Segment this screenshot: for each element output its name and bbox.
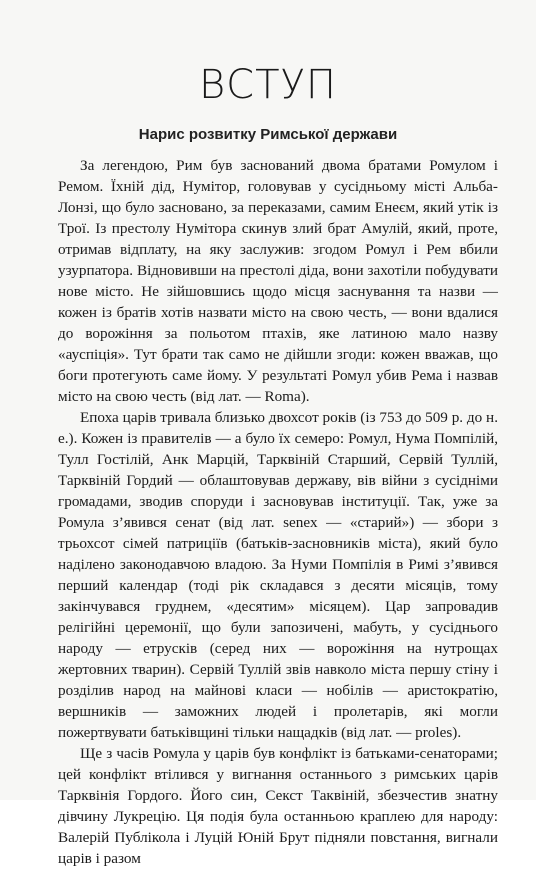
paragraph-legend: За легендою, Рим був заснований двома братами Ромулом і Ремом. Їхній дід, Нумітор, головував у сусідньому місті Альба-Лонзі, що було засновано, за переказами, самим Енеєм, який утік із Трої. Із престолу Нумітора скинув злий брат Амулій, який, проте, отримав відплату, на яку заслужив: згодом Ромул і Рем вбили узурпатора. Відновивши на престолі діда, вони захотіли побудувати нове місто. Не зійшовшись щодо місця заснування та назви — кожен із братів хотів назвати місто на свою честь, — вони вдалися до ворожіння за польотом птахів, яке латиною мало назву «ауспіція». Тут брати так само не дійшли згоди: кожен вважав, що боги протегують саме йому. У результаті Ромул убив Рема і назвав місто на свою честь (від лат. — Roma). — [58, 157, 498, 405]
page-title: ВСТУП — [198, 62, 337, 108]
paragraph-romulus-conflict: Ще з часів Ромула у царів був конфлікт із батьками-сенаторами; цей конфлікт втілився у вигнання останнього з римських царів Тарквінія Гордого. Його син, Секст Таквіній, збезчестив знатну дівчину Лукрецію. Ця подія була останньою краплею для народу: Валерій Публікола і Луцій Юній Брут підняли повстання, вигнали царів і разом — [58, 745, 498, 867]
section-subtitle: Нарис розвитку Римської держави — [138, 126, 398, 143]
paragraph-kings-era: Епоха царів тривала близько двохсот років (із 753 до 509 р. до н. е.). Кожен із правителів — а було їх семеро: Ромул, Нума Помпілій, Тулл Гостілій, Анк Марцій, Тарквіній Старший, Сервій Туллій, Тарквіній Гордий — облаштовував державу, вів війни з сусідніми громадами, зводив споруди і засновував інституції. Так, уже за Ромула з’явився сенат (від лат. senex — «старий») — збори з трьохсот сімей патриціїв (батьків-засновників міста), який було наділено законодавчою владою. За Нуми Помпілія в Римі з’явився перший календар (тоді рік складався з десяти місяців, тому закінчувався груднем, «десятим» місяцем). Цар запровадив релігійні церемонії, що були запозичені, мабуть, у сусіднього народу — етрусків (серед них — ворожіння на нутрощах жертовних тварин). Сервій Туллій звів навколо міста першу стіну і розділив народ на майнові класи — нобілів — аристократію, вершників — заможних людей і пролетарів, які могли пожертвувати батьківщині тільки нащадків (від лат. — proles). — [58, 409, 498, 741]
body-text — [58, 155, 498, 869]
